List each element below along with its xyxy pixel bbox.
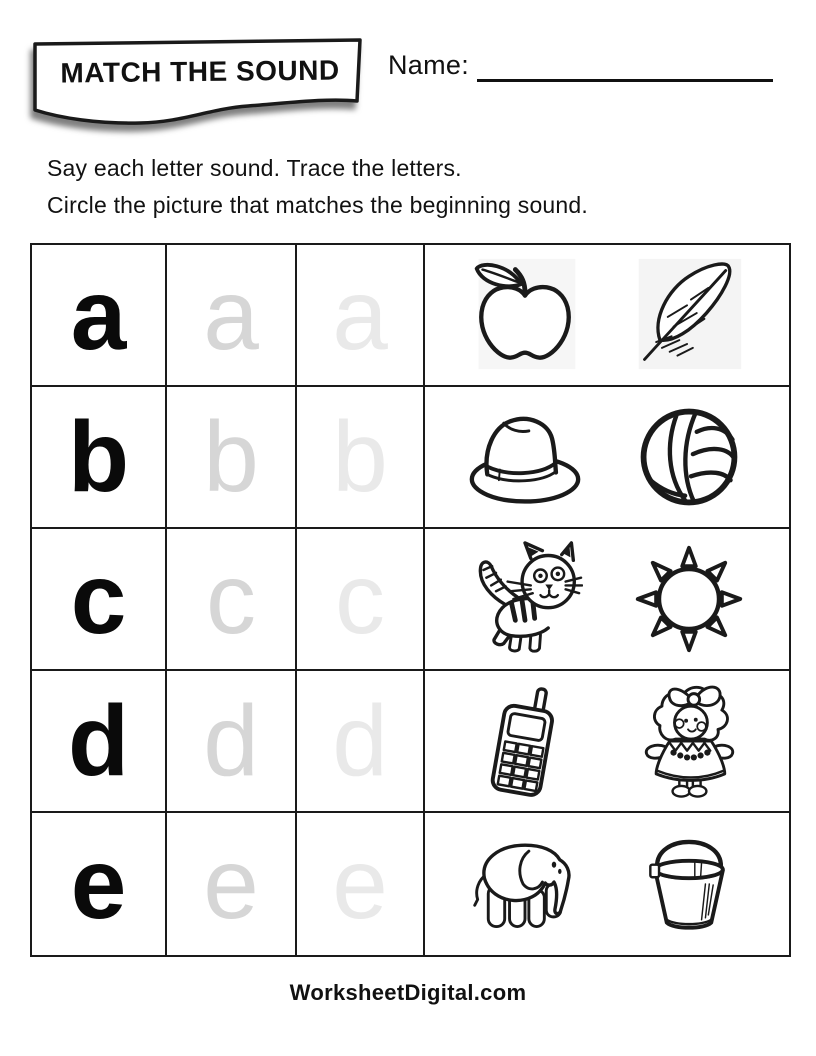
instruction-line-1: Say each letter sound. Trace the letters.: [47, 155, 462, 181]
solid-letter: b: [67, 401, 130, 513]
cell-trace1-d[interactable]: [167, 671, 297, 813]
trace-letter: a: [332, 259, 388, 371]
cell-trace2-b[interactable]: [297, 387, 425, 529]
page-title: MATCH THE SOUND: [60, 54, 340, 89]
apple-icon: [467, 257, 583, 373]
cell-letter-a: [32, 245, 167, 387]
picture-phone[interactable]: [461, 678, 589, 804]
feather-icon: [631, 257, 747, 373]
trace-letter: d: [332, 685, 388, 797]
cat-icon: [467, 541, 583, 657]
cell-trace2-e[interactable]: [297, 813, 425, 955]
trace-letter: d: [203, 685, 259, 797]
solid-letter: d: [67, 685, 130, 797]
instruction-line-2: Circle the picture that matches the beginning sound.: [47, 192, 588, 218]
cell-pictures-c: [425, 529, 789, 671]
picture-cat[interactable]: [461, 536, 589, 662]
picture-bucket[interactable]: [625, 821, 753, 947]
trace-letter: b: [332, 401, 388, 513]
cell-trace2-c[interactable]: [297, 529, 425, 671]
trace-letter: b: [203, 401, 259, 513]
picture-elephant[interactable]: [461, 821, 589, 947]
trace-letter: c: [206, 543, 256, 655]
name-input-line[interactable]: [477, 46, 773, 82]
solid-letter: a: [70, 259, 127, 371]
cell-trace2-d[interactable]: [297, 671, 425, 813]
trace-letter: e: [203, 828, 259, 940]
solid-letter: e: [70, 828, 127, 940]
picture-feather[interactable]: [625, 252, 753, 378]
footer-website: WorksheetDigital.com: [289, 980, 527, 1005]
elephant-icon: [467, 826, 583, 942]
cell-trace1-c[interactable]: [167, 529, 297, 671]
cell-pictures-e: [425, 813, 789, 955]
cell-trace1-e[interactable]: [167, 813, 297, 955]
cell-letter-e: [32, 813, 167, 955]
instructions: [47, 150, 588, 224]
cell-trace1-a[interactable]: [167, 245, 297, 387]
volleyball-icon: [631, 399, 747, 515]
cell-trace1-b[interactable]: [167, 387, 297, 529]
solid-letter: c: [70, 543, 127, 655]
hat-icon: [467, 399, 583, 515]
trace-letter: e: [332, 828, 388, 940]
cell-letter-b: [32, 387, 167, 529]
picture-doll[interactable]: [625, 678, 753, 804]
name-label: Name:: [388, 50, 470, 80]
letters-table: [30, 243, 791, 957]
picture-volleyball[interactable]: [625, 394, 753, 520]
trace-letter: c: [335, 543, 385, 655]
cell-letter-c: [32, 529, 167, 671]
trace-letter: a: [203, 259, 259, 371]
picture-apple[interactable]: [461, 252, 589, 378]
picture-sun[interactable]: [625, 536, 753, 662]
bucket-icon: [631, 826, 747, 942]
cell-pictures-b: [425, 387, 789, 529]
phone-icon: [467, 683, 583, 799]
cell-trace2-a[interactable]: [297, 245, 425, 387]
sun-icon: [631, 541, 747, 657]
cell-pictures-d: [425, 671, 789, 813]
cell-pictures-a: [425, 245, 789, 387]
cell-letter-d: [32, 671, 167, 813]
picture-hat[interactable]: [461, 394, 589, 520]
doll-icon: [631, 683, 747, 799]
